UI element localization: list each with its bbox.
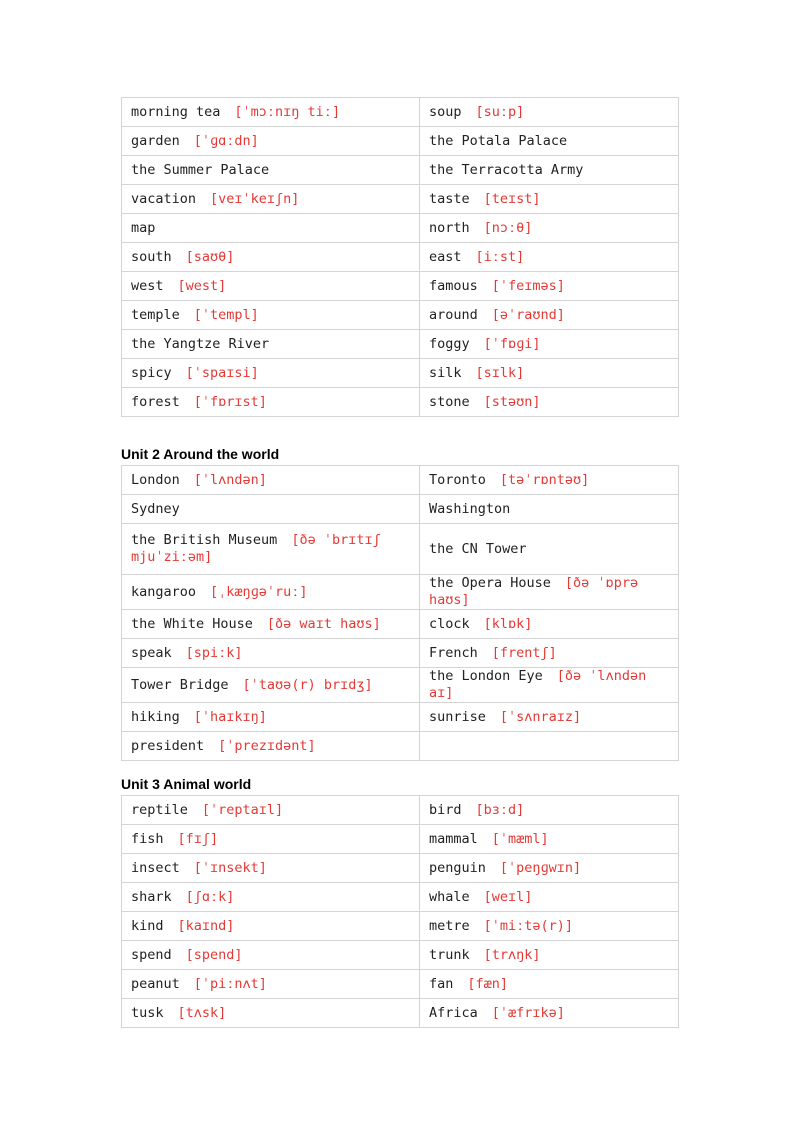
phonetic-transcription: [veɪˈkeɪʃn] [210, 190, 300, 207]
vocab-word: Washington [429, 500, 511, 517]
vocab-word: fan [429, 975, 454, 992]
phonetic-transcription: [ðə waɪt haʊs] [266, 615, 381, 632]
vocab-cell [420, 639, 679, 668]
vocab-word: spend [131, 946, 172, 963]
vocab-word: French [429, 644, 478, 661]
vocab-cell [420, 970, 679, 999]
vocab-cell [420, 912, 679, 941]
phonetic-transcription: [fæn] [467, 975, 509, 992]
vocab-cell [420, 524, 679, 575]
vocab-cell [420, 999, 679, 1028]
vocab-cell [420, 854, 679, 883]
vocab-cell [122, 185, 420, 214]
phonetic-transcription: [ˈæfrɪkə] [491, 1004, 565, 1021]
vocab-word: clock [429, 615, 470, 632]
phonetic-transcription: [ˈtaʊə(r) brɪdʒ] [242, 676, 373, 693]
vocab-word: sunrise [429, 708, 486, 725]
vocab-word: London [131, 471, 180, 488]
vocab-word: hiking [131, 708, 180, 725]
vocab-word: the Opera House [429, 575, 551, 591]
phonetic-transcription: [sɪlk] [475, 364, 525, 381]
vocab-word: whale [429, 888, 470, 905]
vocab-cell [122, 639, 420, 668]
vocab-word: reptile [131, 801, 188, 818]
vocab-word: south [131, 248, 172, 265]
phonetic-transcription: [trʌŋk] [483, 946, 541, 963]
phonetic-transcription: [ˈpeŋɡwɪn] [499, 859, 582, 876]
vocab-word: tusk [131, 1004, 164, 1021]
vocab-word: the Terracotta Army [429, 161, 584, 178]
vocab-word: morning tea [131, 103, 221, 120]
vocab-cell [420, 575, 679, 610]
vocab-word: east [429, 248, 462, 265]
vocab-cell [420, 796, 679, 825]
phonetic-transcription: [ˈlʌndən] [193, 471, 267, 488]
phonetic-transcription: [ðə ˈɒprə haʊs] [429, 575, 639, 608]
vocab-cell [420, 185, 679, 214]
vocab-cell [122, 524, 420, 575]
vocab-cell [420, 668, 679, 703]
vocab-word: kangaroo [131, 583, 197, 600]
vocab-cell [420, 825, 679, 854]
phonetic-transcription: [ˈprezɪdənt] [218, 737, 316, 754]
vocab-cell [420, 495, 679, 524]
table-row [122, 854, 679, 883]
table-row [122, 732, 679, 761]
table-row [122, 388, 679, 417]
table-row [122, 359, 679, 388]
table-row [122, 466, 679, 495]
phonetic-transcription: [ˈtempl] [193, 306, 259, 323]
table-row [122, 668, 679, 703]
phonetic-transcription: [tʌsk] [177, 1004, 227, 1021]
vocab-section-unit-1 [121, 97, 679, 417]
table-row [122, 156, 679, 185]
table-row [122, 610, 679, 639]
phonetic-transcription: [iːst] [475, 248, 525, 265]
phonetic-transcription: [ˈɡɑːdn] [193, 132, 259, 149]
vocab-cell [122, 970, 420, 999]
vocab-cell [122, 825, 420, 854]
phonetic-transcription: [əˈraʊnd] [491, 306, 565, 323]
phonetic-transcription: [ˈmiːtə(r)] [483, 917, 574, 934]
vocab-word: the CN Tower [429, 540, 527, 557]
vocab-cell [122, 999, 420, 1028]
vocab-cell [122, 330, 420, 359]
vocab-cell [420, 703, 679, 732]
table-row [122, 703, 679, 732]
vocab-word: president [131, 737, 205, 754]
table-row [122, 272, 679, 301]
phonetic-transcription: [ˌkæŋɡəˈruː] [210, 583, 308, 600]
vocab-cell [420, 732, 679, 761]
vocab-word: famous [429, 277, 478, 294]
vocab-word: Sydney [131, 500, 180, 517]
table-row [122, 243, 679, 272]
vocab-cell [122, 941, 420, 970]
table-row [122, 524, 679, 575]
vocab-cell [420, 883, 679, 912]
vocab-cell [122, 495, 420, 524]
phonetic-transcription: [stəʊn] [483, 393, 541, 410]
vocab-cell [420, 127, 679, 156]
vocab-cell [122, 359, 420, 388]
vocab-cell [420, 941, 679, 970]
vocab-word: Africa [429, 1004, 478, 1021]
vocab-word: map [131, 219, 156, 236]
vocab-word: the London Eye [429, 668, 543, 684]
vocab-word: the Potala Palace [429, 132, 568, 149]
phonetic-transcription: [saʊθ] [185, 248, 235, 265]
vocab-cell [122, 796, 420, 825]
table-row [122, 185, 679, 214]
vocab-cell [122, 703, 420, 732]
phonetic-transcription: [suːp] [475, 103, 525, 120]
vocab-word: taste [429, 190, 470, 207]
vocab-cell [420, 610, 679, 639]
vocab-word: shark [131, 888, 172, 905]
vocab-cell [420, 330, 679, 359]
phonetic-transcription: [ˈpiːnʌt] [193, 975, 267, 992]
vocab-cell [420, 272, 679, 301]
phonetic-transcription: [ˈfɒɡi] [483, 335, 541, 352]
vocab-cell [122, 883, 420, 912]
phonetic-transcription: [ˈmɔːnɪŋ tiː] [234, 103, 341, 120]
vocab-word: the Yangtze River [131, 335, 270, 352]
vocab-cell [122, 732, 420, 761]
phonetic-transcription: [ʃɑːk] [185, 888, 235, 905]
table-row [122, 796, 679, 825]
vocab-word: north [429, 219, 470, 236]
vocab-cell [420, 98, 679, 127]
vocab-word: foggy [429, 335, 470, 352]
phonetic-transcription: [west] [177, 277, 227, 294]
phonetic-transcription: [teɪst] [483, 190, 541, 207]
vocab-word: around [429, 306, 478, 323]
vocab-word: the British Museum [131, 532, 278, 548]
phonetic-transcription: [təˈrɒntəʊ] [499, 471, 590, 488]
vocab-cell [122, 98, 420, 127]
vocab-word: Tower Bridge [131, 676, 229, 693]
table-row [122, 127, 679, 156]
phonetic-transcription: [spend] [185, 946, 243, 963]
vocab-table [121, 795, 679, 1028]
vocab-cell [420, 466, 679, 495]
vocab-word: forest [131, 393, 180, 410]
vocab-cell [122, 912, 420, 941]
phonetic-transcription: [ˈɪnsekt] [193, 859, 267, 876]
phonetic-transcription: [ˈfeɪməs] [491, 277, 565, 294]
table-row [122, 214, 679, 243]
phonetic-transcription: [frentʃ] [491, 644, 557, 661]
table-row [122, 639, 679, 668]
phonetic-transcription: [ˈreptaɪl] [201, 801, 284, 818]
phonetic-transcription: [ˈfɒrɪst] [193, 393, 267, 410]
vocab-cell [122, 466, 420, 495]
table-row [122, 495, 679, 524]
vocab-cell [122, 243, 420, 272]
table-row [122, 98, 679, 127]
vocab-word: soup [429, 103, 462, 120]
vocab-word: stone [429, 393, 470, 410]
phonetic-transcription: [spiːk] [185, 644, 243, 661]
vocab-word: spicy [131, 364, 172, 381]
table-row [122, 941, 679, 970]
vocab-word: temple [131, 306, 180, 323]
vocab-word: kind [131, 917, 164, 934]
vocab-word: the White House [131, 615, 253, 632]
vocab-section-unit-2 [121, 444, 679, 761]
table-row [122, 301, 679, 330]
section-heading: Unit 3 Animal world [121, 776, 252, 792]
vocab-cell [122, 127, 420, 156]
vocab-word: bird [429, 801, 462, 818]
phonetic-transcription: [weɪl] [483, 888, 533, 905]
phonetic-transcription: [fɪʃ] [177, 830, 219, 847]
phonetic-transcription: [nɔːθ] [483, 219, 533, 236]
vocab-cell [420, 301, 679, 330]
vocab-cell [122, 214, 420, 243]
vocab-cell [420, 243, 679, 272]
vocab-word: peanut [131, 975, 180, 992]
table-row [122, 825, 679, 854]
phonetic-transcription: [ˈsʌnraɪz] [499, 708, 582, 725]
vocab-word: insect [131, 859, 180, 876]
phonetic-transcription: [ˈhaɪkɪŋ] [193, 708, 267, 725]
phonetic-transcription: [ðə ˈlʌndən aɪ] [429, 668, 647, 701]
vocab-word: west [131, 277, 164, 294]
vocab-word: fish [131, 830, 164, 847]
vocab-cell [122, 388, 420, 417]
table-row [122, 999, 679, 1028]
table-row [122, 883, 679, 912]
section-heading: Unit 2 Around the world [121, 446, 280, 462]
phonetic-transcription: [kaɪnd] [177, 917, 235, 934]
vocab-cell [122, 575, 420, 610]
table-row [122, 575, 679, 610]
vocab-table [121, 465, 679, 761]
table-row [122, 912, 679, 941]
vocab-cell [122, 610, 420, 639]
table-row [122, 970, 679, 999]
vocab-cell [122, 272, 420, 301]
vocab-cell [420, 359, 679, 388]
vocab-word: penguin [429, 859, 486, 876]
vocab-table [121, 97, 679, 417]
vocab-word: silk [429, 364, 462, 381]
vocab-word: Toronto [429, 471, 486, 488]
vocab-word: the Summer Palace [131, 161, 270, 178]
vocab-cell [420, 388, 679, 417]
vocab-cell [122, 668, 420, 703]
vocab-word: speak [131, 644, 172, 661]
vocab-word: garden [131, 132, 180, 149]
phonetic-transcription: [klɒk] [483, 615, 533, 632]
phonetic-transcription: [ˈmæml] [491, 830, 549, 847]
vocab-cell [122, 156, 420, 185]
phonetic-transcription: [ðə ˈbrɪtɪʃ mjuˈziːəm] [131, 532, 381, 565]
vocab-word: metre [429, 917, 470, 934]
vocab-cell [122, 301, 420, 330]
table-row [122, 330, 679, 359]
phonetic-transcription: [bɜːd] [475, 801, 525, 818]
vocab-word: mammal [429, 830, 478, 847]
vocab-cell [122, 854, 420, 883]
phonetic-transcription: [ˈspaɪsi] [185, 364, 259, 381]
vocab-word: vacation [131, 190, 197, 207]
vocab-cell [420, 156, 679, 185]
vocab-cell [420, 214, 679, 243]
vocab-word: trunk [429, 946, 470, 963]
vocab-section-unit-3 [121, 774, 679, 1028]
